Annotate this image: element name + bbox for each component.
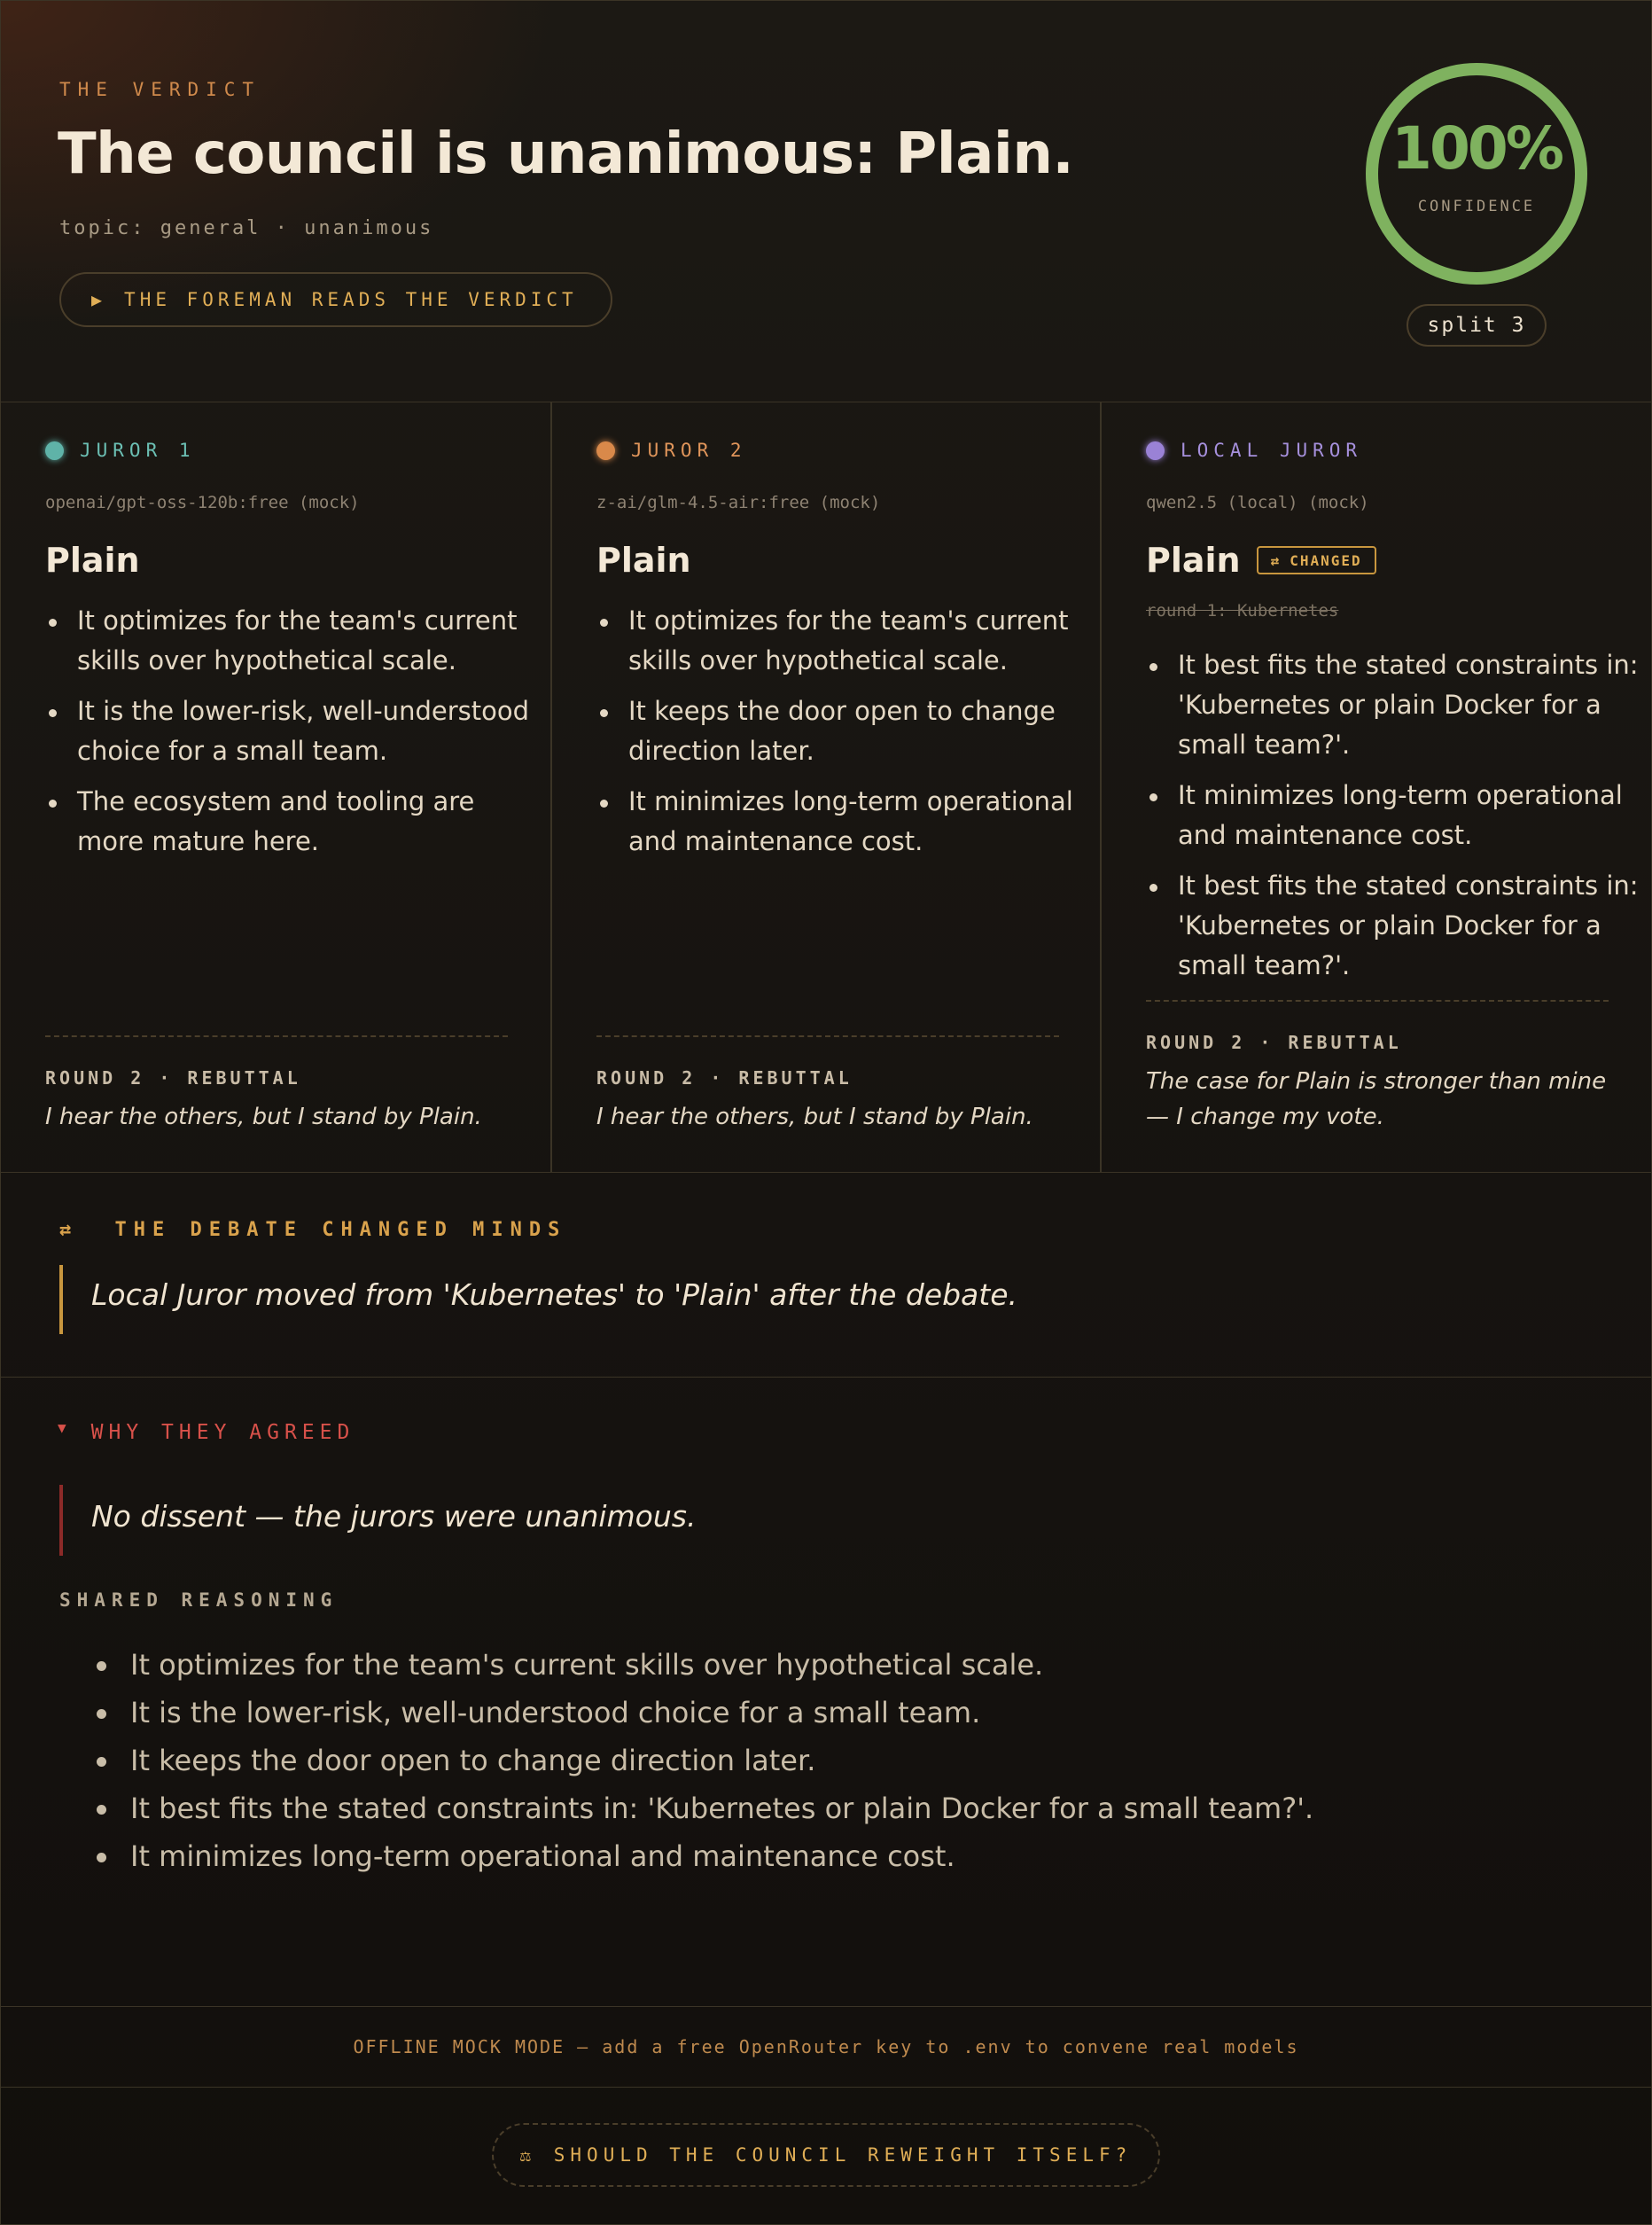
debate-changed-section bbox=[1, 1173, 1651, 1378]
why-heading-label: WHY THEY AGREED bbox=[90, 1421, 355, 1444]
previous-round-vote: round 1: Kubernetes bbox=[1146, 601, 1339, 621]
scales-icon: ⚖ bbox=[519, 2144, 536, 2166]
juror-tag bbox=[596, 440, 747, 461]
juror-divider bbox=[596, 1035, 1059, 1037]
verdict-eyebrow: THE VERDICT bbox=[59, 79, 261, 100]
why-agreed-toggle[interactable] bbox=[58, 1418, 355, 1444]
juror-card-local bbox=[1100, 402, 1651, 1172]
offline-mock-text: OFFLINE MOCK MODE — add a free OpenRouter key to .env to convene real models bbox=[353, 2036, 1299, 2057]
juror-rebuttal: I hear the others, but I stand by Plain. bbox=[45, 1104, 482, 1130]
list-item: It is the lower-risk, well-understood choice for a small team. bbox=[45, 691, 542, 771]
juror-vote-value: Plain bbox=[1146, 541, 1241, 580]
juror-vote bbox=[596, 541, 691, 580]
offline-mock-notice bbox=[1, 2006, 1651, 2088]
juror-card-1 bbox=[1, 402, 550, 1172]
juror-status-dot bbox=[45, 441, 64, 460]
list-item: It minimizes long-term operational and maintenance cost. bbox=[1146, 776, 1642, 855]
juror-model: openai/gpt-oss-120b:free (mock) bbox=[45, 493, 360, 512]
shared-reasoning-heading: SHARED REASONING bbox=[59, 1589, 339, 1611]
debate-quote: Local Juror moved from 'Kubernetes' to 'Plain' after the debate. bbox=[91, 1277, 1018, 1312]
foreman-reads-verdict-button[interactable] bbox=[59, 272, 612, 327]
split-pill: split 3 bbox=[1407, 304, 1547, 347]
play-icon: ▶ bbox=[91, 289, 107, 310]
juror-round-label: ROUND 2 · REBUTTAL bbox=[596, 1067, 853, 1089]
verdict-subtitle: topic: general · unanimous bbox=[59, 217, 434, 239]
juror-name: JUROR 1 bbox=[80, 440, 196, 461]
juror-columns bbox=[1, 402, 1651, 1173]
reweight-button-label: SHOULD THE COUNCIL REWEIGHT ITSELF? bbox=[553, 2144, 1133, 2166]
juror-tag bbox=[1146, 440, 1362, 461]
juror-rebuttal: I hear the others, but I stand by Plain. bbox=[596, 1104, 1033, 1130]
triangle-down-icon: ▼ bbox=[58, 1418, 72, 1436]
juror-vote bbox=[45, 541, 140, 580]
list-item: It optimizes for the team's current skills over hypothetical scale. bbox=[45, 601, 542, 681]
list-item: The ecosystem and tooling are more mature here. bbox=[45, 782, 542, 862]
list-item: It keeps the door open to change direction later. bbox=[596, 691, 1093, 771]
juror-vote-value: Plain bbox=[596, 541, 691, 580]
swap-icon: ⇄ bbox=[59, 1219, 79, 1241]
swap-icon: ⇄ bbox=[1270, 551, 1282, 569]
shared-reasoning-list bbox=[97, 1641, 1313, 1880]
juror-divider bbox=[45, 1035, 508, 1037]
juror-vote-value: Plain bbox=[45, 541, 140, 580]
juror-name: LOCAL JUROR bbox=[1181, 440, 1363, 461]
juror-vote bbox=[1146, 541, 1376, 580]
list-item: It minimizes long-term operational and maintenance cost. bbox=[596, 782, 1093, 862]
list-item: It minimizes long-term operational and maintenance cost. bbox=[97, 1832, 1313, 1880]
juror-divider bbox=[1146, 1000, 1609, 1002]
verdict-header bbox=[1, 1, 1651, 402]
confidence-value: 100% bbox=[1391, 114, 1562, 183]
changed-badge-label: CHANGED bbox=[1290, 551, 1362, 569]
dissent-quote: No dissent — the jurors were unanimous. bbox=[91, 1499, 697, 1534]
quote-accent-bar bbox=[59, 1265, 63, 1334]
verdict-title: The council is unanimous: Plain. bbox=[58, 121, 1074, 187]
debate-heading-label: THE DEBATE CHANGED MINDS bbox=[114, 1219, 567, 1241]
juror-model: z-ai/glm-4.5-air:free (mock) bbox=[596, 493, 881, 512]
debate-heading bbox=[59, 1219, 566, 1241]
juror-points bbox=[45, 601, 542, 872]
list-item: It best fits the stated constraints in: 'Kubernetes or plain Docker for a small team?'. bbox=[1146, 866, 1642, 986]
foreman-button-label: THE FOREMAN READS THE VERDICT bbox=[124, 289, 578, 310]
juror-points bbox=[1146, 645, 1642, 996]
changed-badge bbox=[1257, 546, 1376, 574]
list-item: It is the lower-risk, well-understood choice for a small team. bbox=[97, 1689, 1313, 1737]
list-item: It optimizes for the team's current skills over hypothetical scale. bbox=[596, 601, 1093, 681]
list-item: It best fits the stated constraints in: 'Kubernetes or plain Docker for a small team?'. bbox=[97, 1784, 1313, 1832]
dissent-accent-bar bbox=[59, 1485, 63, 1556]
juror-tag bbox=[45, 440, 196, 461]
reweight-council-button[interactable] bbox=[492, 2123, 1160, 2187]
juror-name: JUROR 2 bbox=[631, 440, 747, 461]
juror-round-label: ROUND 2 · REBUTTAL bbox=[45, 1067, 301, 1089]
juror-model: qwen2.5 (local) (mock) bbox=[1146, 493, 1369, 512]
juror-round-label: ROUND 2 · REBUTTAL bbox=[1146, 1032, 1402, 1053]
confidence-label: CONFIDENCE bbox=[1417, 198, 1536, 215]
juror-card-2 bbox=[550, 402, 1100, 1172]
juror-status-dot bbox=[1146, 441, 1165, 460]
list-item: It best fits the stated constraints in: 'Kubernetes or plain Docker for a small team?'. bbox=[1146, 645, 1642, 765]
list-item: It optimizes for the team's current skills over hypothetical scale. bbox=[97, 1641, 1313, 1689]
juror-points bbox=[596, 601, 1093, 872]
list-item: It keeps the door open to change direction later. bbox=[97, 1737, 1313, 1784]
juror-rebuttal: The case for Plain is stronger than mine — I change my vote. bbox=[1146, 1068, 1607, 1130]
juror-status-dot bbox=[596, 441, 615, 460]
